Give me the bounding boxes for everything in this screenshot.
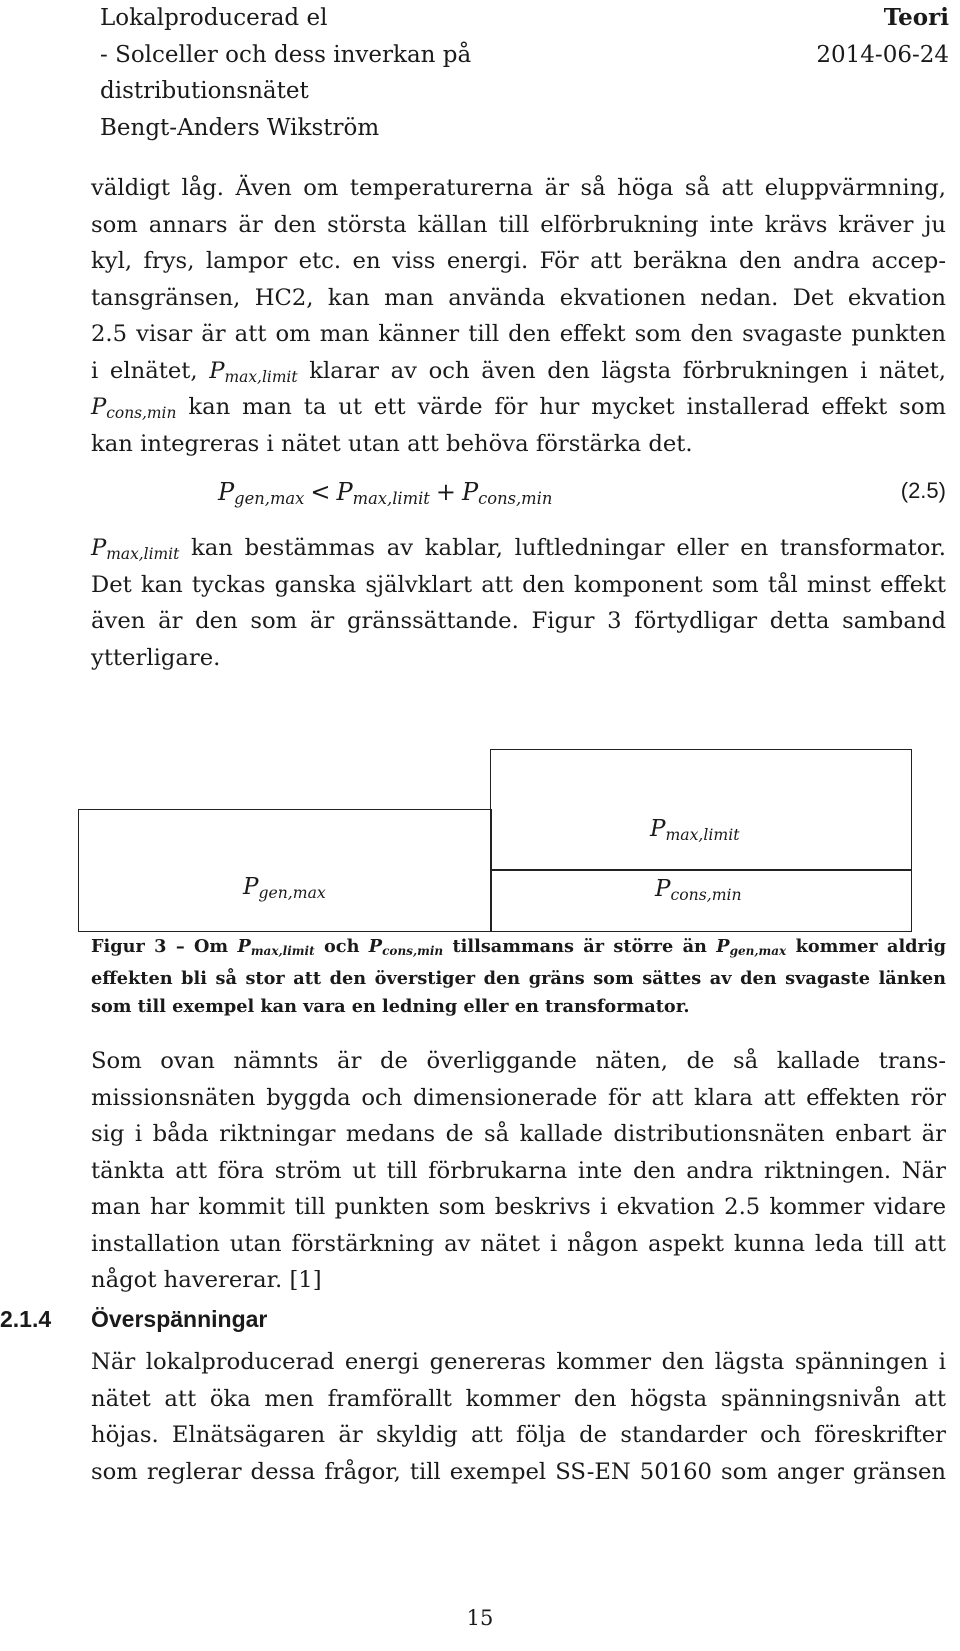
text-line: även är den som är gränssättande. Figur 3 förtydligar detta samband — [91, 608, 946, 634]
paragraph-3 — [91, 1043, 946, 1299]
text-line: 2.5 visar är att om man känner till den effekt som den svagaste punkten — [91, 321, 946, 347]
math-p-gen-max: $P_{gen,max}$ — [716, 936, 787, 958]
text-fragment: i elnätet, — [91, 357, 198, 384]
caption-line: effekten bli så stor att den överstiger den gräns som sättes av den svagaste länken — [91, 968, 946, 989]
text-fragment: kan bestämmas av kablar, luftledningar eller en transformator. — [191, 535, 946, 561]
figure-box-generation — [78, 809, 492, 932]
text-line: man har kommit till punkten som beskrivs i ekvation 2.5 kommer vidare — [91, 1194, 946, 1220]
paragraph-4 — [91, 1344, 946, 1490]
text-line: som annars är den största källan till elförbrukning inte krävs kräver ju — [91, 211, 946, 238]
paragraph-2 — [91, 530, 946, 676]
section-title: Överspänningar — [91, 1306, 268, 1332]
figure-caption — [91, 933, 946, 1021]
header-date: 2014-06-24 — [816, 41, 949, 68]
text-line: kyl, frys, lampor etc. en viss energi. För att beräkna den andra accep- — [91, 248, 946, 274]
equation-number: (2.5) — [900, 478, 946, 503]
text-line — [91, 353, 946, 390]
text-line: ytterligare. — [91, 644, 221, 671]
header-right — [816, 0, 949, 73]
text-line: Det kan tyckas ganska självklart att den komponent som tål minst effekt — [91, 571, 946, 598]
figure-label-p-max-limit: $P_{max,limit}$ — [650, 816, 740, 844]
page-number: 15 — [466, 1606, 494, 1630]
text-line: nätet att öka men framförallt kommer den högsta spänningsnivån att — [91, 1385, 946, 1412]
math-p-gen-max: $P_{gen,max}$ — [218, 478, 305, 509]
section-number: 2.1.4 — [0, 1306, 52, 1332]
header-doc-subtitle-cont: distributionsnätet — [100, 78, 309, 104]
math-p-max-limit: $P_{max,limit}$ — [336, 478, 430, 509]
text-line: sig i båda riktningar medans de så kallade distributionsnäten enbart är — [91, 1121, 946, 1147]
plus-sign: + — [435, 478, 456, 506]
header-doc-subtitle: - Solceller och dess inverkan på — [100, 41, 472, 68]
text-line: tänkta att föra ström ut till förbrukarna inte den andra riktningen. När — [91, 1157, 946, 1184]
text-fragment: klarar av och även den lägsta förbrukningen i nätet, — [309, 357, 946, 384]
math-p-max-limit: $P_{max,limit}$ — [209, 357, 298, 386]
math-p-cons-min: $P_{cons,min}$ — [91, 394, 177, 422]
header-chapter: Teori — [883, 4, 949, 31]
text-line: höjas. Elnätsägaren är skyldig att följa de standarder och föreskrifter — [91, 1422, 946, 1448]
header-author: Bengt-Anders Wikström — [100, 114, 380, 141]
figure-label-p-gen-max: $P_{gen,max}$ — [243, 874, 326, 902]
math-p-cons-min: $P_{cons,min}$ — [461, 478, 553, 509]
math-p-max-limit: $P_{max,limit}$ — [91, 535, 180, 563]
header-left — [100, 0, 471, 146]
paragraph-1 — [91, 170, 946, 462]
less-than-sign: < — [310, 478, 331, 506]
text-line: tansgränsen, HC2, kan man använda ekvationen nedan. Det ekvation — [91, 284, 946, 311]
text-line: När lokalproducerad energi genereras kommer den lägsta spänningen i — [91, 1349, 946, 1375]
text-line: något havererar. [1] — [91, 1267, 322, 1293]
text-line: missionsnäten byggda och dimensionerade för att klara att effekten rör — [91, 1084, 946, 1111]
text-fragment: kan man ta ut ett värde för hur mycket installerad effekt som — [188, 394, 946, 420]
math-p-max-limit: $P_{max,limit}$ — [237, 936, 315, 958]
text-line — [91, 389, 946, 426]
caption-line: som till exempel kan vara en ledning eller en transformator. — [91, 996, 690, 1017]
figure-box-max-limit — [490, 749, 912, 871]
text-line: som reglerar dessa frågor, till exempel SS-EN 50160 som anger gränsen — [91, 1458, 946, 1485]
math-p-cons-min: $P_{cons,min}$ — [368, 936, 444, 958]
caption-line: Figur 3 – Om $P_{max,limit}$ och $P_{cons,min}$ tillsammans är större än $P_{gen,max}$ kommer aldrig — [91, 936, 946, 958]
header-doc-title: Lokalproducerad el — [100, 5, 328, 31]
text-line: väldigt låg. Även om temperaturerna är så höga så att eluppvärmning, — [91, 175, 946, 201]
figure-label-p-cons-min: $P_{cons,min}$ — [655, 876, 742, 904]
text-line: kan integreras i nätet utan att behöva förstärka det. — [91, 430, 693, 457]
equation-2-5 — [218, 478, 552, 508]
text-line: Som ovan nämnts är de överliggande näten, de så kallade trans- — [91, 1048, 946, 1074]
text-line: installation utan förstärkning av nätet i någon aspekt kunna leda till att — [91, 1230, 946, 1257]
text-line — [91, 530, 946, 567]
